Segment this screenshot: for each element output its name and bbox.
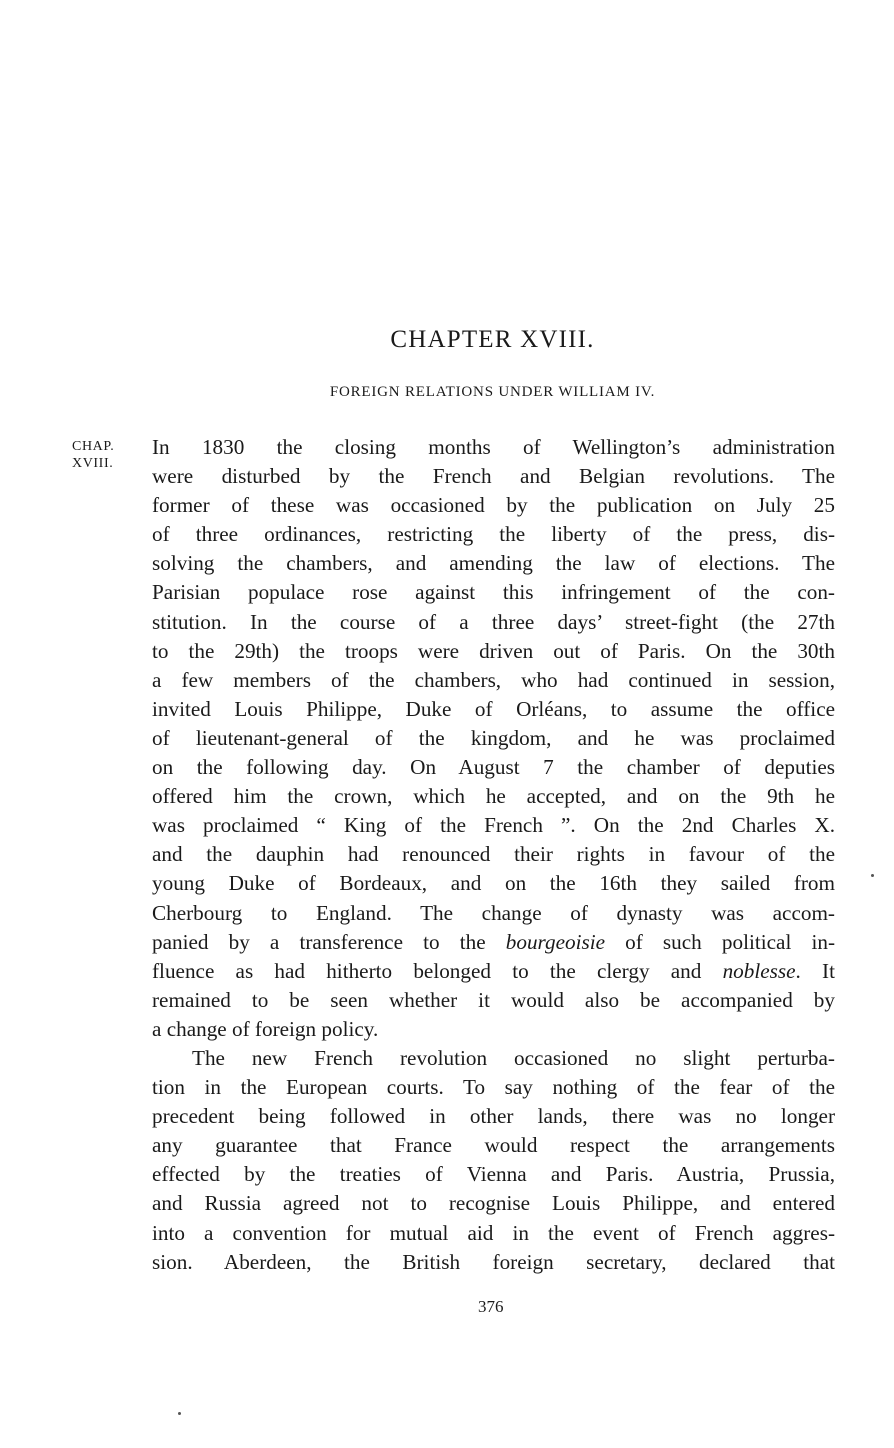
text-line: former of these was occasioned by the publication on July 25 xyxy=(152,493,835,518)
text-line: In 1830 the closing months of Wellington’s administration xyxy=(152,435,835,459)
text-line: The new French revolution occasioned no slight perturba- xyxy=(192,1045,835,1070)
ink-speck xyxy=(871,874,874,877)
text-line: into a convention for mutual aid in the event of French aggres- xyxy=(152,1220,835,1245)
margin-note-line: CHAP. xyxy=(72,439,115,454)
text-line: offered him the crown, which he accepted, and on the 9th he xyxy=(152,784,835,809)
page-number: 376 xyxy=(478,1297,504,1316)
margin-note-line: XVIII. xyxy=(72,456,114,471)
text-line: remained to be seen whether it would also be accompanied by xyxy=(152,987,835,1012)
text-line: on the following day. On August 7 the chamber of deputies xyxy=(152,755,835,780)
text-line: Cherbourg to England. The change of dynasty was accom- xyxy=(152,900,835,925)
chapter-title: CHAPTER XVIII. xyxy=(390,326,595,353)
chapter-subtitle: FOREIGN RELATIONS UNDER WILLIAM IV. xyxy=(329,384,656,400)
text-line: and Russia agreed not to recognise Louis Philippe, and entered xyxy=(152,1191,835,1216)
ink-speck xyxy=(178,1412,181,1415)
body-text xyxy=(152,433,835,1277)
text-line: sion. Aberdeen, the British foreign secretary, declared that xyxy=(152,1249,835,1274)
text-line: precedent being followed in other lands, there was no longer xyxy=(152,1104,835,1129)
text-line: were disturbed by the French and Belgian revolutions. The xyxy=(152,464,835,489)
text-line: of three ordinances, restricting the liberty of the press, dis- xyxy=(152,522,835,547)
text-line: a few members of the chambers, who had continued in session, xyxy=(152,667,835,692)
text-line: fluence as had hitherto belonged to the clergy and noblesse. It xyxy=(152,958,835,983)
paragraph-2 xyxy=(152,1044,835,1277)
text-line: of lieutenant-general of the kingdom, and he was proclaimed xyxy=(152,725,835,750)
margin-note xyxy=(72,438,144,472)
text-line: Parisian populace rose against this infringement of the con- xyxy=(152,580,835,605)
text-line: any guarantee that France would respect the arrangements xyxy=(152,1133,835,1158)
text-line: young Duke of Bordeaux, and on the 16th they sailed from xyxy=(152,871,835,896)
text-line: panied by a transference to the bourgeoisie of such political in- xyxy=(152,929,835,954)
text-line: invited Louis Philippe, Duke of Orléans, to assume the office xyxy=(152,696,835,721)
text-line: solving the chambers, and amending the law of elections. The xyxy=(152,551,835,576)
text-line: effected by the treaties of Vienna and Paris. Austria, Prussia, xyxy=(152,1162,835,1187)
paragraph-1 xyxy=(152,433,835,1044)
text-line: a change of foreign policy. xyxy=(152,1016,379,1041)
text-line: tion in the European courts. To say nothing of the fear of the xyxy=(152,1075,835,1100)
text-line: was proclaimed “ King of the French ”. On the 2nd Charles X. xyxy=(152,813,835,838)
text-line: to the 29th) the troops were driven out of Paris. On the 30th xyxy=(152,638,835,663)
text-line: and the dauphin had renounced their rights in favour of the xyxy=(152,842,835,867)
text-line: stitution. In the course of a three days’ street-fight (the 27th xyxy=(152,609,835,634)
